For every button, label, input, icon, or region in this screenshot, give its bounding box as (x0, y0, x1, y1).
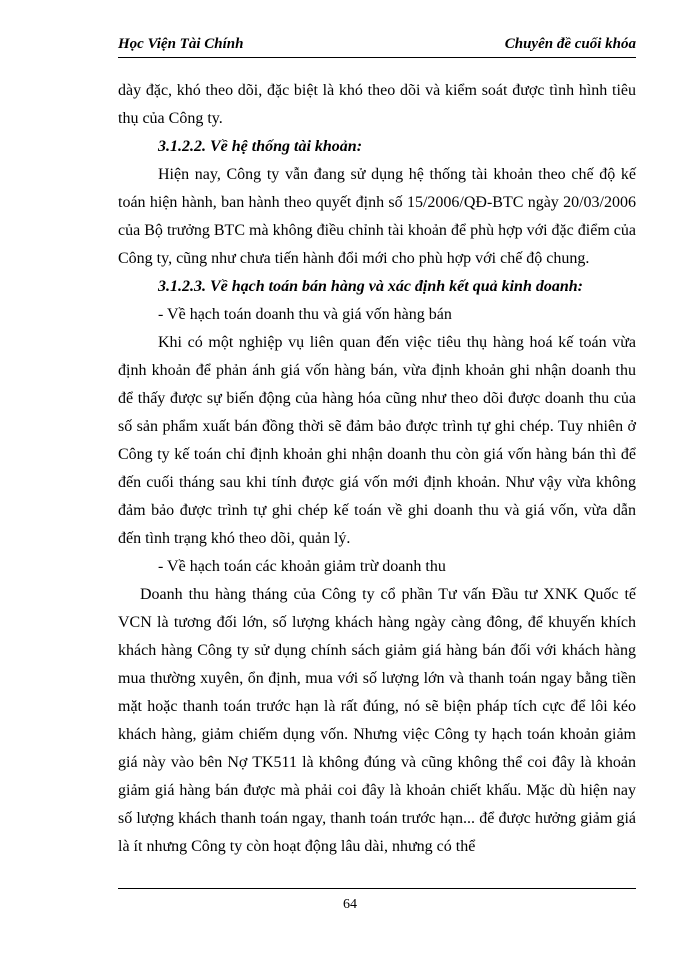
bullet-revenue-cost: - Về hạch toán doanh thu và giá vốn hàng bán (158, 306, 452, 323)
page-header (118, 33, 636, 58)
paragraph-revenue-cost: Khi có một nghiệp vụ liên quan đến việc tiêu thụ hàng hoá kế toán vừa định khoản để phản ánh giá vốn hàng bán, vừa định khoản ghi nhận doanh thu để thấy được sự biến động của hàng hóa cũng như theo dõi được doanh thu của số sản phẩm xuất bán đồng thời sẽ đảm bảo được trình tự ghi chép. Tuy nhiên ở Công ty kế toán chỉ định khoản ghi nhận doanh thu còn giá vốn hàng bán thì để đến cuối tháng sau khi tính được giá vốn mới định khoản. Như vậy vừa không đảm bảo được trình tự ghi chép kế toán về ghi doanh thu và giá vốn, vừa dẫn đến tình trạng khó theo dõi, quản lý. (118, 334, 636, 547)
header-document-type: Chuyên đề cuối khóa (504, 36, 636, 52)
paragraph-revenue-deductions: Doanh thu hàng tháng của Công ty cổ phần Tư vấn Đầu tư XNK Quốc tế VCN là tương đối lớn, số lượng khách hàng ngày càng đông, để khuyến khích khách hàng Công ty sử dụng chính sách giảm giá hàng bán đối với khách hàng mua thường xuyên, ổn định, mua với số lượng lớn và thanh toán ngay bằng tiền mặt hoặc thanh toán trước hạn là rất đúng, nó sẽ biện pháp tích cực để lôi kéo khách hàng, giảm chiếm dụng vốn. Nhưng việc Công ty hạch toán khoản giảm giá này vào bên Nợ TK511 là không đúng và cũng không thể coi đây là khoản giảm giá hàng bán được mà phải coi đây là khoản chiết khấu. Mặc dù hiện nay số lượng khách thanh toán ngay, thanh toán trước hạn... để được hưởng giảm giá là ít nhưng Công ty còn hoạt động lâu dài, nhưng có thể (118, 586, 636, 855)
footer-divider (118, 888, 636, 889)
paragraph-accounts: Hiện nay, Công ty vẫn đang sử dụng hệ thống tài khoản theo chế độ kế toán hiện hành, ban hành theo quyết định số 15/2006/QĐ-BTC ngày 20/03/2006 của Bộ trưởng BTC mà không điều chỉnh tài khoản để phù hợp với đặc điểm của Công ty, cũng như chưa tiến hành đổi mới cho phù hợp với chế độ chung. (118, 166, 636, 267)
bullet-revenue-deductions: - Về hạch toán các khoản giảm trừ doanh thu (158, 558, 446, 575)
page-number: 64 (343, 897, 357, 912)
paragraph-continuation: dày đặc, khó theo dõi, đặc biệt là khó theo dõi và kiểm soát được tình hình tiêu thụ của Công ty. (118, 82, 636, 127)
header-institution: Học Viện Tài Chính (118, 36, 244, 52)
page-body (118, 77, 636, 861)
section-heading-accounts: 3.1.2.2. Về hệ thống tài khoản: (158, 138, 363, 155)
section-heading-sales-accounting: 3.1.2.3. Về hạch toán bán hàng và xác định kết quả kinh doanh: (158, 278, 583, 295)
